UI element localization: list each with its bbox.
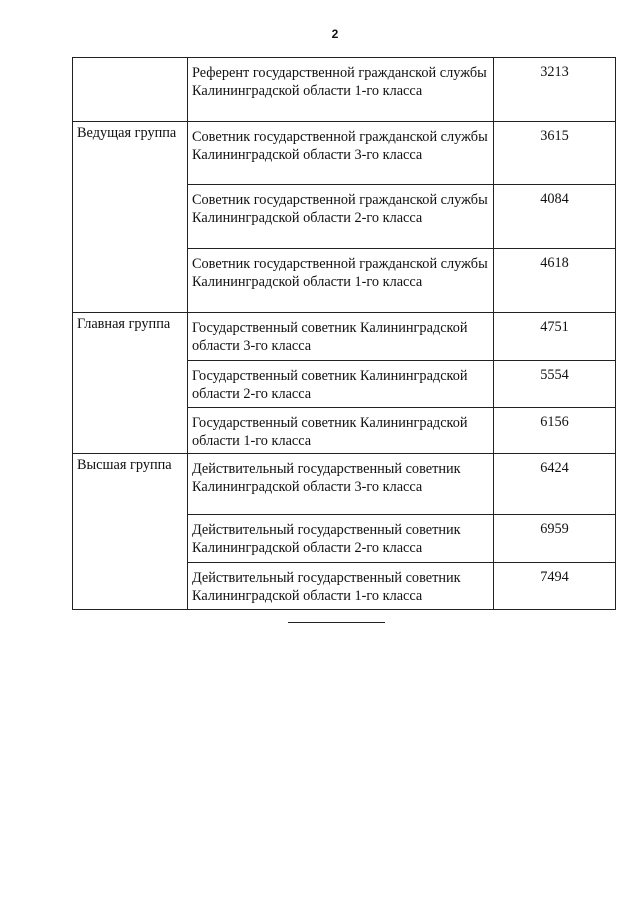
rank-title-cell: Советник государственной гражданской службы Калининградской области 1-го класса <box>188 249 494 313</box>
class-rank-salary-table <box>72 57 616 610</box>
rank-title-cell: Государственный советник Калининградской области 2-го класса <box>188 361 494 408</box>
page-number: 2 <box>331 27 339 41</box>
group-cell: Главная группа <box>73 313 188 454</box>
table-row <box>73 313 616 361</box>
salary-value-cell: 7494 <box>494 563 616 610</box>
closing-rule <box>288 622 385 623</box>
salary-value-cell: 6959 <box>494 515 616 563</box>
salary-value-cell: 4751 <box>494 313 616 361</box>
rank-title-cell: Государственный советник Калининградской области 1-го класса <box>188 408 494 454</box>
rank-title-cell: Советник государственной гражданской службы Калининградской области 2-го класса <box>188 185 494 249</box>
rank-title-cell: Действительный государственный советник Калининградской области 2-го класса <box>188 515 494 563</box>
rank-title-cell: Советник государственной гражданской службы Калининградской области 3-го класса <box>188 122 494 185</box>
group-cell: Высшая группа <box>73 454 188 610</box>
salary-value-cell: 4618 <box>494 249 616 313</box>
rank-title-cell: Государственный советник Калининградской области 3-го класса <box>188 313 494 361</box>
salary-value-cell: 4084 <box>494 185 616 249</box>
table-row <box>73 454 616 515</box>
table-row <box>73 122 616 185</box>
salary-value-cell: 6156 <box>494 408 616 454</box>
salary-value-cell: 6424 <box>494 454 616 515</box>
group-cell: Ведущая группа <box>73 122 188 313</box>
rank-title-cell: Референт государственной гражданской службы Калининградской области 1-го класса <box>188 58 494 122</box>
salary-value-cell: 5554 <box>494 361 616 408</box>
group-cell <box>73 58 188 122</box>
table-row <box>73 58 616 122</box>
rank-title-cell: Действительный государственный советник Калининградской области 1-го класса <box>188 563 494 610</box>
rank-title-cell: Действительный государственный советник Калининградской области 3-го класса <box>188 454 494 515</box>
salary-value-cell: 3213 <box>494 58 616 122</box>
salary-value-cell: 3615 <box>494 122 616 185</box>
